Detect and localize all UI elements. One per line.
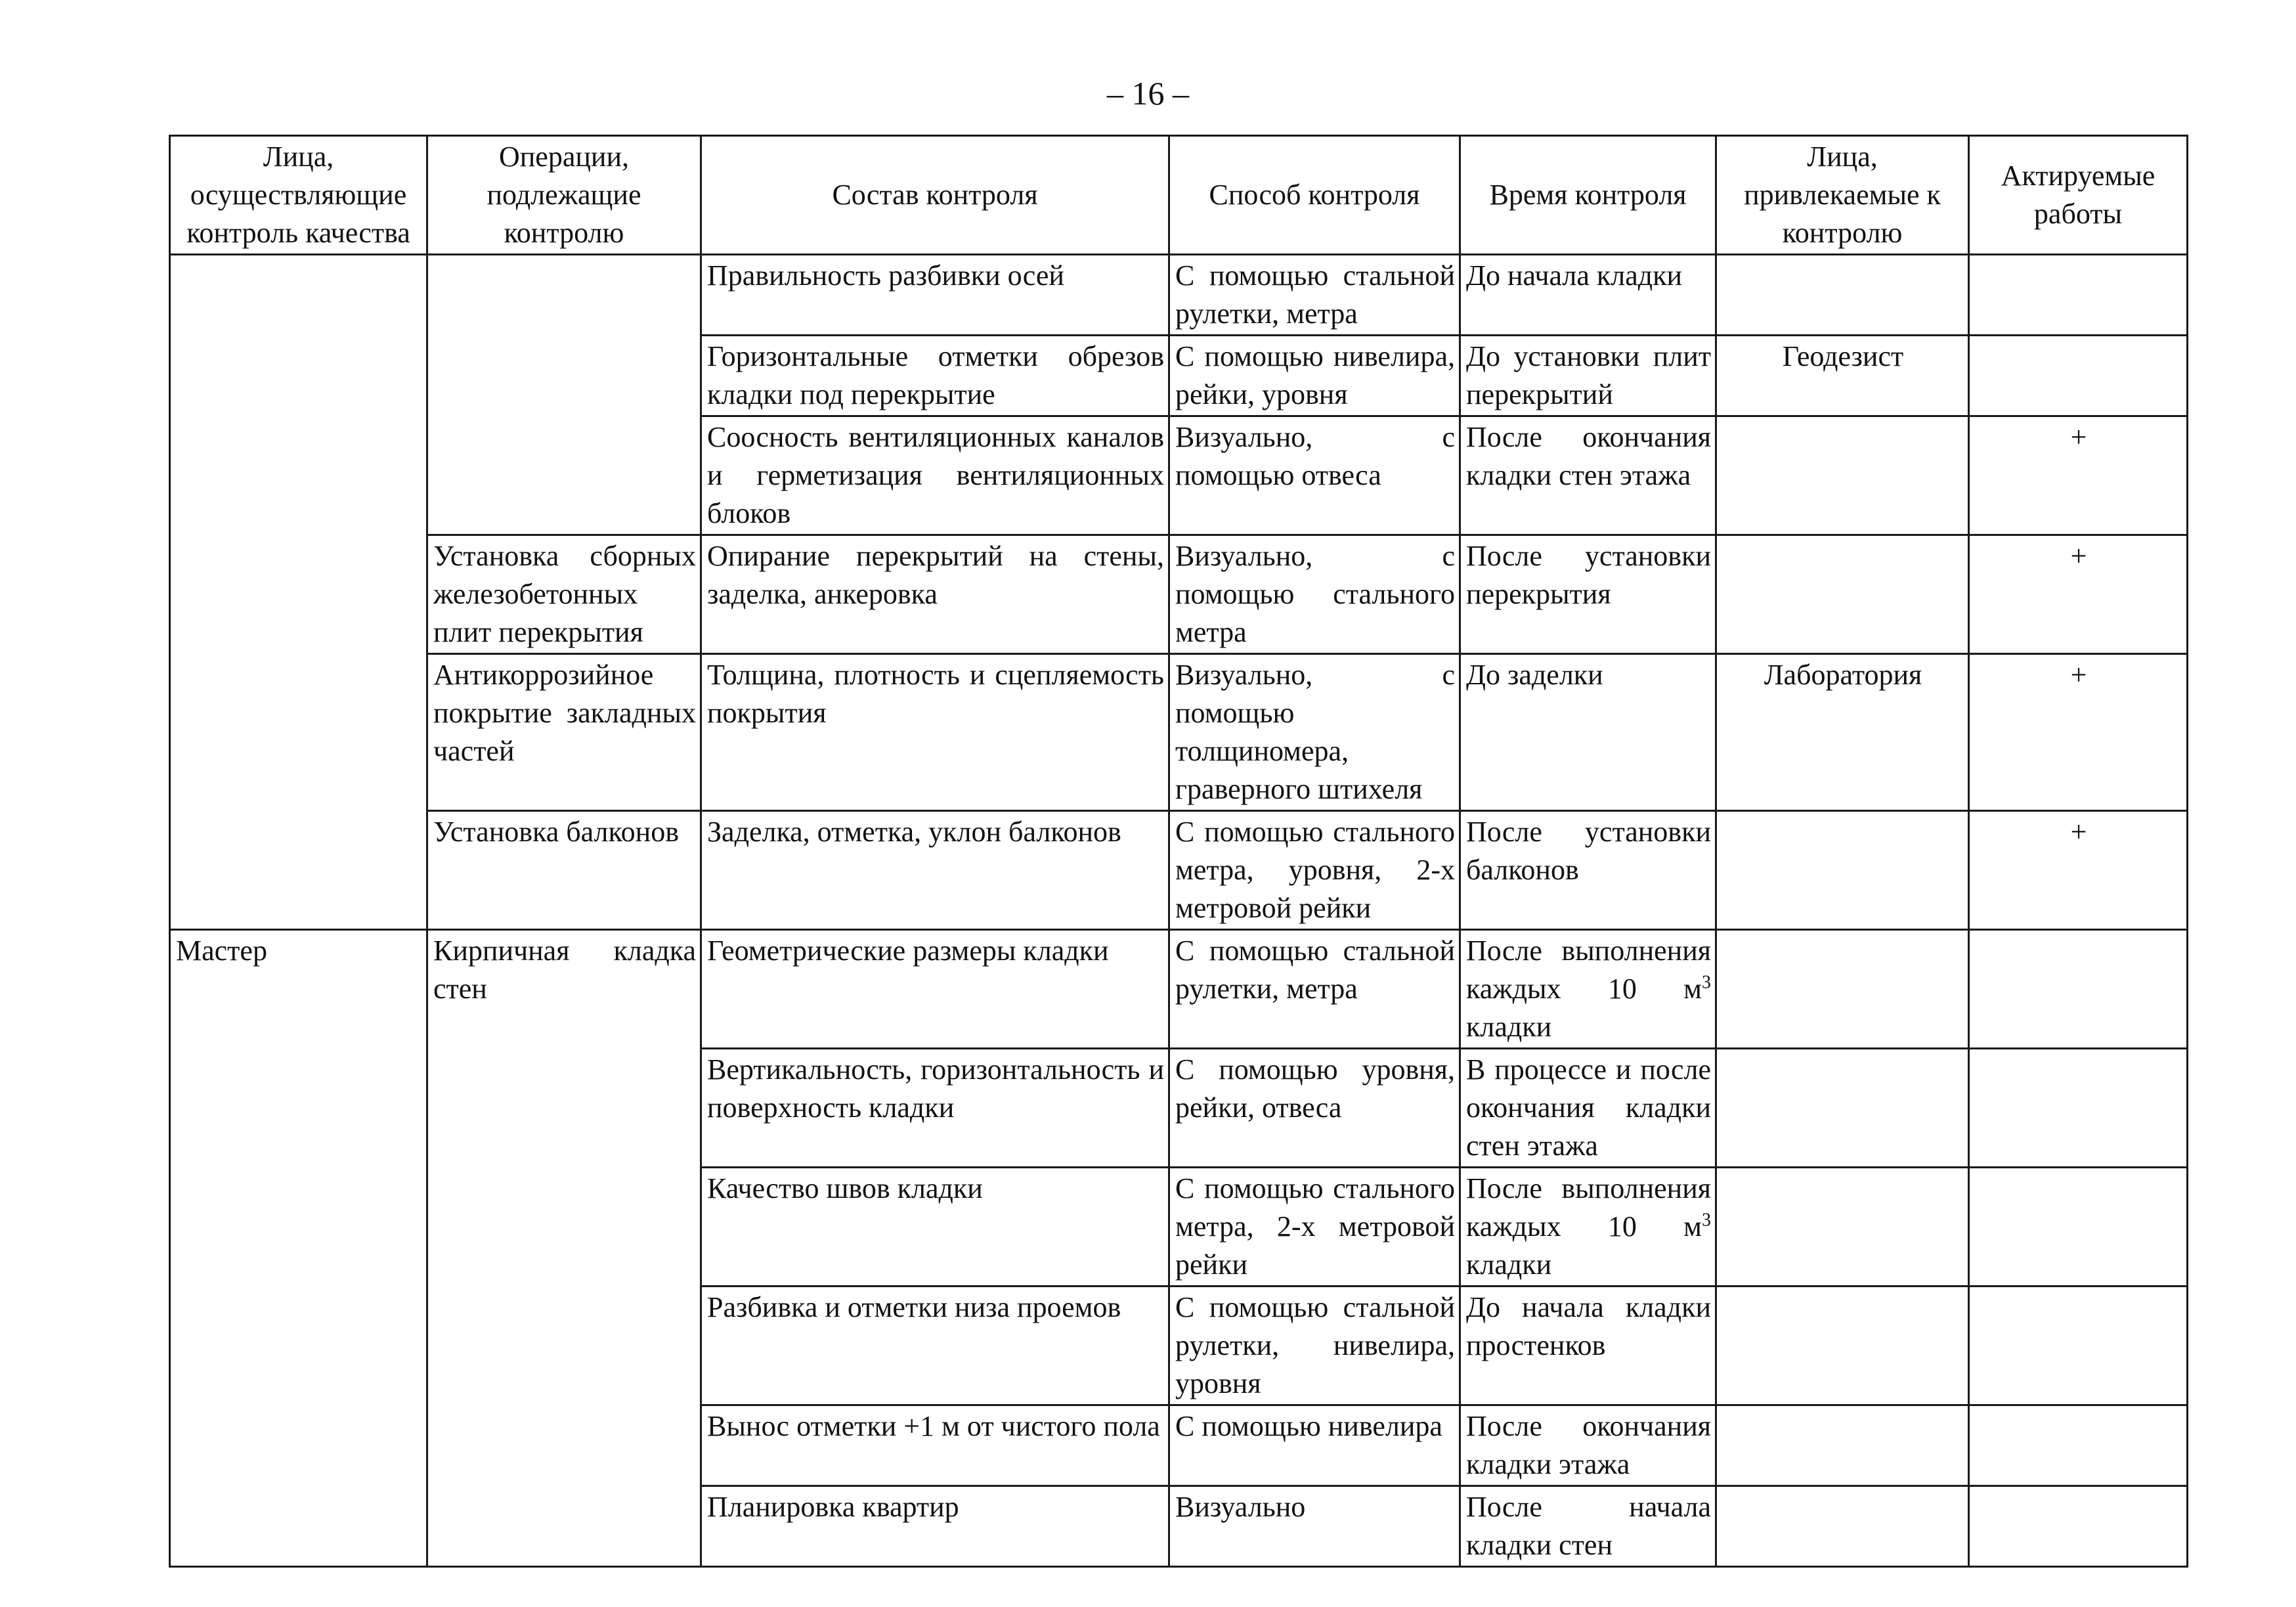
cell-involved: Геодезист xyxy=(1716,336,1969,416)
cell-time xyxy=(1460,1168,1716,1287)
cell-involved xyxy=(1716,930,1969,1049)
table-row xyxy=(170,255,2188,336)
cell-method: С помощью стальной рулетки, метра xyxy=(1169,930,1460,1049)
cell-time: До начала кладки xyxy=(1460,255,1716,336)
cell-time: После установки балконов xyxy=(1460,811,1716,930)
cell-time: После установки перекрытия xyxy=(1460,535,1716,654)
header-involved: Лица, привлекаемые к контролю xyxy=(1716,136,1969,255)
cell-content: Заделка, отметка, уклон балконов xyxy=(701,811,1169,930)
header-method: Способ контроля xyxy=(1169,136,1460,255)
time-text: После выполнения каждых 10 м xyxy=(1466,935,1711,1005)
cell-operation: Установка балконов xyxy=(427,811,701,930)
cell-time xyxy=(1460,930,1716,1049)
cell-involved xyxy=(1716,255,1969,336)
time-text-after: кладки xyxy=(1466,1011,1552,1043)
cell-time: После окончания кладки стен этажа xyxy=(1460,416,1716,535)
cell-acts: + xyxy=(1969,535,2188,654)
cell-involved xyxy=(1716,1486,1969,1567)
time-text-after: кладки xyxy=(1466,1248,1552,1281)
time-superscript: 3 xyxy=(1702,972,1711,993)
cell-acts xyxy=(1969,255,2188,336)
cell-content: Опирание перекрытий на стены, заделка, анкеровка xyxy=(701,535,1169,654)
cell-acts xyxy=(1969,1405,2188,1486)
cell-content: Качество швов кладки xyxy=(701,1168,1169,1287)
header-acts: Актируемые работы xyxy=(1969,136,2188,255)
table-row xyxy=(170,930,2188,1049)
cell-operation-empty xyxy=(427,255,701,535)
cell-involved xyxy=(1716,1287,1969,1405)
cell-content: Планировка квартир xyxy=(701,1486,1169,1567)
cell-operation: Установка сборных железобетонных плит перекрытия xyxy=(427,535,701,654)
page-number: – 16 – xyxy=(1107,75,1189,112)
table-row xyxy=(170,654,2188,811)
cell-content: Соосность вентиляционных каналов и герметизация вентиляционных блоков xyxy=(701,416,1169,535)
cell-acts xyxy=(1969,336,2188,416)
time-superscript: 3 xyxy=(1702,1210,1711,1231)
cell-method: С помощью стальной рулетки, метра xyxy=(1169,255,1460,336)
table-header-row xyxy=(170,136,2188,255)
quality-control-table xyxy=(169,135,2188,1568)
cell-method: С помощью стального метра, 2-х метровой рейки xyxy=(1169,1168,1460,1287)
cell-method: С помощью стального метра, уровня, 2-х метровой рейки xyxy=(1169,811,1460,930)
cell-acts: + xyxy=(1969,811,2188,930)
header-content: Состав контроля xyxy=(701,136,1169,255)
cell-method: Визуально xyxy=(1169,1486,1460,1567)
cell-involved: Лаборатория xyxy=(1716,654,1969,811)
cell-involved xyxy=(1716,1168,1969,1287)
cell-acts: + xyxy=(1969,654,2188,811)
cell-time: В процессе и после окончания кладки стен этажа xyxy=(1460,1049,1716,1168)
time-text: После выполнения каждых 10 м xyxy=(1466,1172,1711,1243)
cell-involved xyxy=(1716,811,1969,930)
cell-involved xyxy=(1716,1049,1969,1168)
cell-acts xyxy=(1969,930,2188,1049)
cell-content: Толщина, плотность и сцепляемость покрытия xyxy=(701,654,1169,811)
header-time: Время контроля xyxy=(1460,136,1716,255)
cell-method: С помощью нивелира xyxy=(1169,1405,1460,1486)
cell-method: С помощью стальной рулетки, нивелира, уровня xyxy=(1169,1287,1460,1405)
cell-method: С помощью нивелира, рейки, уровня xyxy=(1169,336,1460,416)
cell-acts: + xyxy=(1969,416,2188,535)
cell-content: Правильность разбивки осей xyxy=(701,255,1169,336)
cell-acts xyxy=(1969,1168,2188,1287)
cell-time: До начала кладки простенков xyxy=(1460,1287,1716,1405)
cell-content: Геометрические размеры кладки xyxy=(701,930,1169,1049)
cell-time: После окончания кладки этажа xyxy=(1460,1405,1716,1486)
cell-acts xyxy=(1969,1287,2188,1405)
cell-content: Вынос отметки +1 м от чистого пола xyxy=(701,1405,1169,1486)
cell-acts xyxy=(1969,1049,2188,1168)
table-row xyxy=(170,811,2188,930)
cell-person: Мастер xyxy=(170,930,427,1567)
header-operations: Операции, подлежащие контролю xyxy=(427,136,701,255)
cell-method: С помощью уровня, рейки, отвеса xyxy=(1169,1049,1460,1168)
cell-time: После начала кладки стен xyxy=(1460,1486,1716,1567)
cell-content: Горизонтальные отметки обрезов кладки под перекрытие xyxy=(701,336,1169,416)
cell-involved xyxy=(1716,1405,1969,1486)
cell-method: Визуально, с помощью отвеса xyxy=(1169,416,1460,535)
cell-time: До заделки xyxy=(1460,654,1716,811)
cell-person-empty xyxy=(170,255,427,930)
cell-content: Разбивка и отметки низа проемов xyxy=(701,1287,1169,1405)
cell-content: Вертикальность, горизонтальность и поверхность кладки xyxy=(701,1049,1169,1168)
table-row xyxy=(170,535,2188,654)
header-persons: Лица, осуществляющие контроль качества xyxy=(170,136,427,255)
cell-method: Визуально, с помощью толщиномера, граверного штихеля xyxy=(1169,654,1460,811)
cell-operation: Кирпичная кладка стен xyxy=(427,930,701,1567)
cell-involved xyxy=(1716,416,1969,535)
cell-time: До установки плит перекрытий xyxy=(1460,336,1716,416)
cell-method: Визуально, с помощью стального метра xyxy=(1169,535,1460,654)
cell-acts xyxy=(1969,1486,2188,1567)
cell-involved xyxy=(1716,535,1969,654)
cell-operation: Антикоррозийное покрытие закладных частей xyxy=(427,654,701,811)
